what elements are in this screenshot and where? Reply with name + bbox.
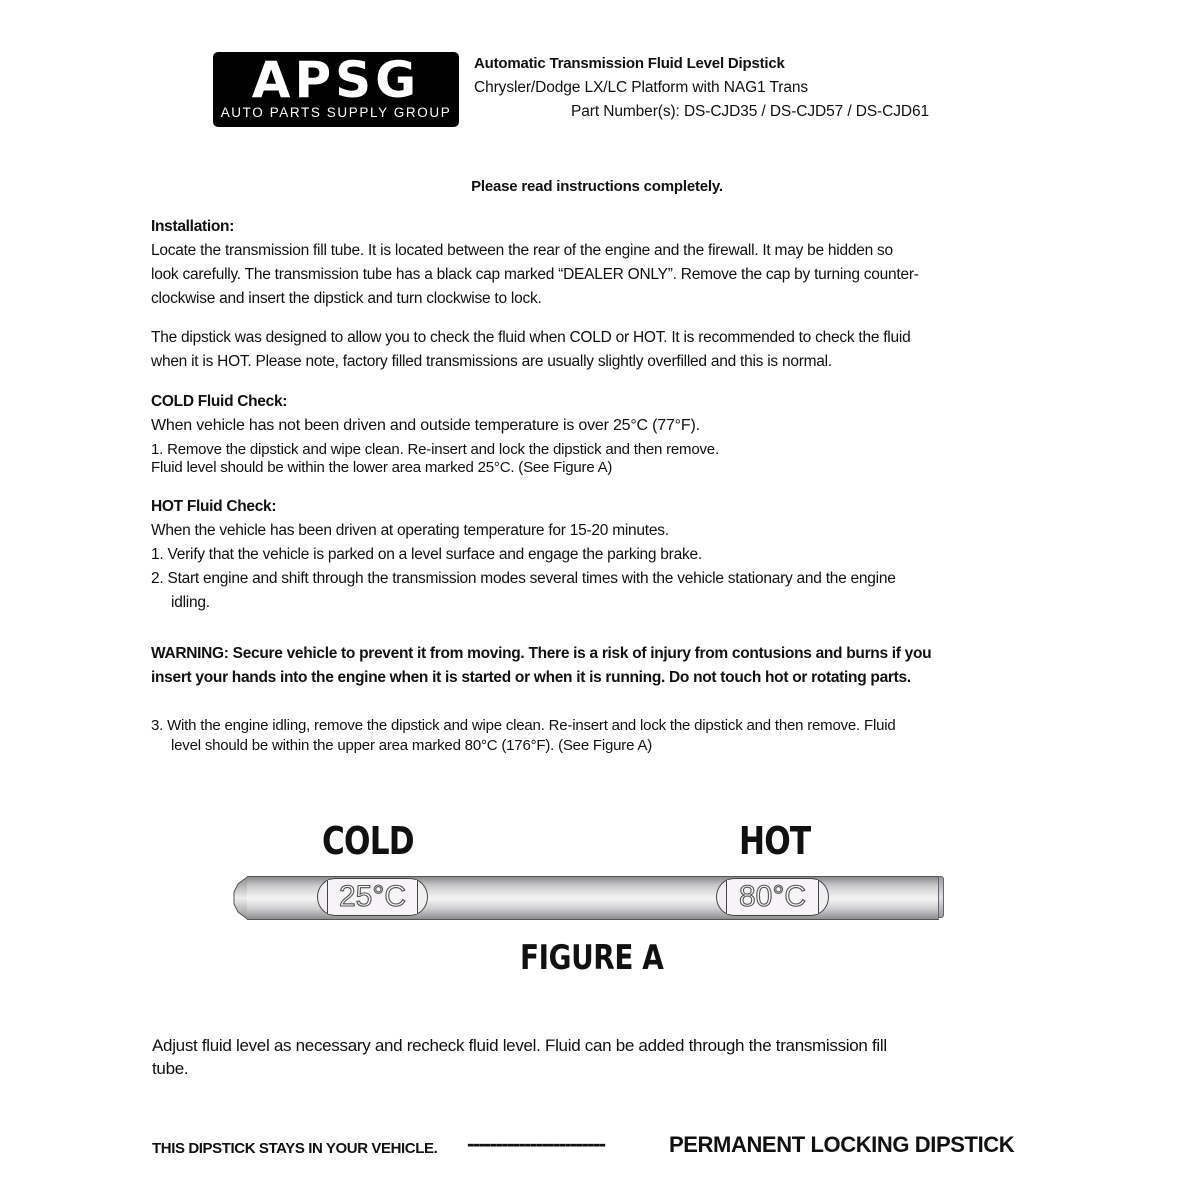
installation-text [151, 239, 919, 311]
footer-permanent-locking: PERMANENT LOCKING DIPSTICK [669, 1132, 1015, 1157]
figure-caption: FIGURE A [520, 938, 664, 978]
installation-line-2: look carefully. The transmission tube has a black cap marked “DEALER ONLY”. Remove the cap by turning counter- [151, 266, 919, 283]
hot-check-step-3: 3. With the engine idling, remove the dipstick and wipe clean. Re-insert and lock the dipstick and then remove. Fluid [151, 717, 896, 734]
document-title: Automatic Transmission Fluid Level Dipstick [474, 55, 785, 72]
part-numbers: Part Number(s): DS-CJD35 / DS-CJD57 / DS-CJD61 [571, 103, 930, 120]
dipstick-end-icon [938, 876, 944, 918]
warning-line-2: insert your hands into the engine when it is started or when it is running. Do not touch hot or rotating parts. [151, 668, 911, 686]
installation-heading: Installation: [151, 218, 235, 235]
adjust-line-2: tube. [152, 1059, 189, 1078]
adjust-line-1: Adjust fluid level as necessary and recheck fluid level. Fluid can be added through the transmission fill [152, 1036, 887, 1055]
cold-check-step-1: 1. Remove the dipstick and wipe clean. Re-insert and lock the dipstick and then remove. [151, 441, 719, 458]
hot-band [716, 878, 829, 916]
hot-check-step-2-cont: idling. [171, 594, 210, 611]
design-note [151, 326, 910, 374]
figure-hot-label: HOT [739, 819, 811, 863]
installation-line-1: Locate the transmission fill tube. It is located between the rear of the engine and the firewall. It may be hidden so [151, 242, 893, 259]
cold-band [317, 878, 428, 916]
design-note-line-1: The dipstick was designed to allow you to check the fluid when COLD or HOT. It is recommended to check the fluid [151, 329, 911, 346]
apsg-logo [213, 52, 459, 127]
hot-check-heading: HOT Fluid Check: [151, 498, 277, 515]
footer-stays-in-vehicle: THIS DIPSTICK STAYS IN YOUR VEHICLE. [152, 1140, 438, 1157]
adjust-text [152, 1034, 887, 1080]
logo-tagline: AUTO PARTS SUPPLY GROUP [220, 105, 452, 120]
warning-block [151, 642, 931, 689]
figure-cold-label: COLD [322, 819, 414, 863]
logo-brand: APSG [251, 51, 421, 109]
cold-check-condition: When vehicle has not been driven and outside temperature is over 25°C (77°F). [151, 417, 700, 434]
hot-check-text [151, 519, 896, 615]
installation-line-3: clockwise and insert the dipstick and turn clockwise to lock. [151, 290, 542, 307]
footer-dashes: ------------------------ [467, 1131, 605, 1156]
cold-check-step-1-cont: Fluid level should be within the lower area marked 25°C. (See Figure A) [151, 459, 613, 476]
hot-check-step-1: 1. Verify that the vehicle is parked on a level surface and engage the parking brake. [151, 546, 702, 563]
warning-line-1: WARNING: Secure vehicle to prevent it from moving. There is a risk of injury from contusions and burns if you [151, 645, 932, 662]
design-note-line-2: when it is HOT. Please note, factory filled transmissions are usually slightly overfilled and this is normal. [151, 353, 832, 370]
cold-temp-marking: 25°C [338, 880, 407, 913]
cold-check-heading: COLD Fluid Check: [151, 393, 288, 410]
document-subtitle: Chrysler/Dodge LX/LC Platform with NAG1 Trans [474, 79, 809, 96]
hot-temp-marking: 80°C [738, 880, 807, 913]
hot-check-step-2: 2. Start engine and shift through the transmission modes several times with the vehicle stationary and the engine [151, 570, 896, 587]
hot-check-condition: When the vehicle has been driven at operating temperature for 15-20 minutes. [151, 522, 669, 539]
read-instructions-notice: Please read instructions completely. [471, 178, 723, 195]
hot-check-step-3-cont: level should be within the upper area marked 80°C (176°F). (See Figure A) [171, 737, 652, 754]
